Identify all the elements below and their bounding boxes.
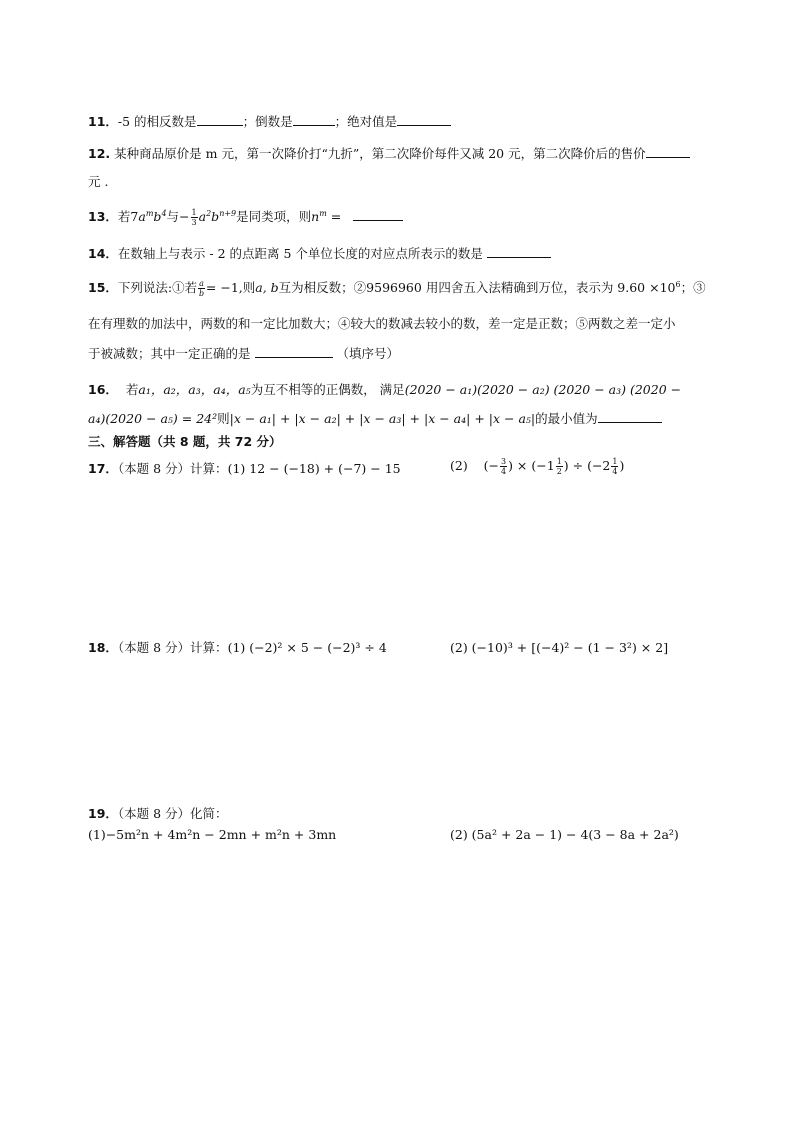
question-15-line-2 [88,316,676,332]
math-expression: (2020 − a₁)(2020 − a₂) (2020 − a₃) (2020 − [404,382,682,397]
question-text: 若 [117,209,131,225]
question-text: 是同类项，则 [236,209,312,225]
question-text: 在有理数的加法中，两数的和一定比加数大；④较大的数减去较小的数，差一定是正数；⑤两数之差一定小 [88,316,676,331]
question-17-part-2 [450,457,624,476]
question-13 [88,206,403,227]
answer-blank[interactable] [598,410,662,423]
question-text: （填序号） [336,346,399,361]
part-label: (2) [450,458,468,473]
question-15-line-1 [88,277,706,298]
math-expression: (2) (−10)³ + [(−4)² − (1 − 3²) × 2] [450,640,669,655]
math-expression: (− $\frac{3}{4}$ ) × (−1 $\frac{1}{2}$ ) ÷ (−2 $\frac{1}{4}$ ) [483,457,625,476]
question-number: 11． [88,114,118,129]
question-text: 下列说法:①若 [117,280,198,296]
question-text: 某种商品原价是 m 元，第一次降价打“九折”，第二次降价每件又减 20 元，第二次降价后的售价 [114,146,646,161]
math-expression: (1)−5m²n + 4m²n − 2mn + m²n + 3mn [88,827,337,842]
question-text: -5 的相反数是 [117,114,197,129]
math-term: a₁，a₂，a₃，a₄，a₅ [138,382,251,397]
question-16-line-1 [88,382,681,398]
question-17 [88,461,401,477]
question-18-part-2 [450,640,668,656]
question-14 [88,245,551,262]
answer-blank[interactable] [293,113,335,126]
question-text: 为互不相等的正偶数， 满足 [250,382,405,397]
question-text: （本题 8 分）计算： [117,461,228,476]
math-operator: = [326,209,346,225]
question-text: 元 . [88,174,109,189]
question-text: 若 [125,382,139,397]
question-11 [88,113,451,130]
question-text: （本题 8 分）化简： [117,806,228,821]
question-text: 则 [217,411,230,426]
question-text: （本题 8 分）计算： [117,640,228,655]
question-text: ；倒数是 [242,114,293,129]
question-number: 17． [88,461,118,476]
question-text: 于被减数；其中一定正确的是 [88,346,251,361]
math-term: $7a^mb^4$ [130,209,167,225]
answer-blank[interactable] [487,245,551,258]
question-18 [88,640,387,656]
question-number: 12. [88,146,111,161]
answer-blank[interactable] [353,208,403,221]
question-19-part-2 [450,827,679,843]
question-number: 15． [88,280,118,296]
answer-blank[interactable] [197,113,243,126]
math-expression: a₄)(2020 − a₅) = 24² [88,411,218,426]
question-number: 19． [88,806,118,821]
math-expression: (2) (5a² + 2a − 1) − 4(3 − 8a + 2a²) [450,827,679,842]
question-19-part-1 [88,827,336,843]
question-text: 在数轴上与表示 - 2 的点距离 5 个单位长度的对应点所表示的数是 [117,246,483,261]
math-term: $n^m$ [311,209,327,225]
question-number: 14． [88,246,118,261]
question-12-continued [88,174,108,190]
question-number: 18． [88,640,118,655]
math-expression: |x − a₁| + |x − a₂| + |x − a₃| + |x − a₄| + |x − a₅| [229,411,536,426]
exponent: 6 [675,280,681,289]
math-expression: (1) (−2)² × 5 − (−2)³ ÷ 4 [227,640,387,655]
question-12 [88,145,690,162]
question-text: = −1,则 [205,280,256,296]
question-15-line-3 [88,345,399,362]
question-16-line-2 [88,410,662,427]
section-heading: 三、解答题（共 8 题，共 72 分） [88,434,282,449]
question-text: 与 [166,209,180,225]
question-number: 13． [88,209,118,225]
answer-blank[interactable] [646,145,690,158]
question-19 [88,806,228,822]
math-term: − $\frac{1}{3}$ $a^2b^{n+9}$ [179,208,237,228]
question-text: 的最小值为 [535,411,598,426]
answer-blank[interactable] [255,345,333,358]
math-expression: (1) 12 − (−18) + (−7) − 15 [227,461,401,476]
question-text: ；③ [680,280,706,296]
fraction-a-over-b: $\frac{a}{b}$ [198,279,205,299]
math-term: a, b [255,280,279,296]
question-number: 16． [88,382,118,397]
question-text: ；绝对值是 [334,114,398,129]
answer-blank[interactable] [397,113,451,126]
question-text: 互为相反数；②9596960 用四舍五入法精确到万位，表示为 9.60 ×10 [278,280,676,296]
